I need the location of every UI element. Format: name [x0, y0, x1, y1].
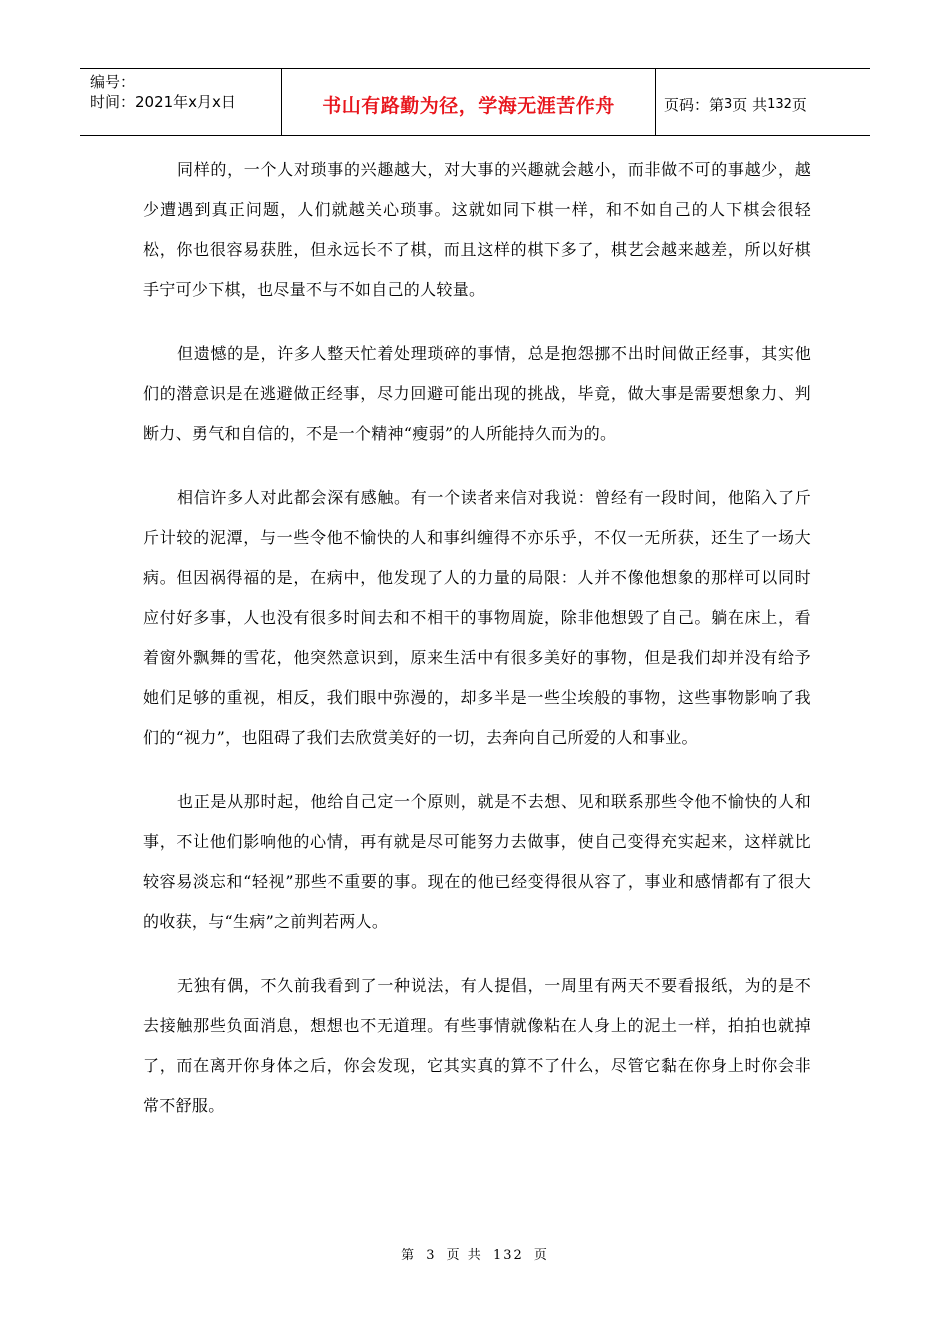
- body-paragraph: 也正是从那时起，他给自己定一个原则，就是不去想、见和联系那些令他不愉快的人和事，不让他们影响他的心情，再有就是尽可能努力去做事，使自己变得充实起来，这样就比较容易淡忘和“轻视”那些不重要的事。现在的他已经变得很从容了，事业和感情都有了很大的收获，与“生病”之前判若两人。: [143, 792, 811, 931]
- header-meta: [80, 69, 282, 135]
- header-motto-cell: [282, 69, 656, 135]
- body-paragraph: 无独有偶，不久前我看到了一种说法，有人提倡，一周里有两天不要看报纸，为的是不去接触那些负面消息，想想也不无道理。有些事情就像粘在人身上的泥土一样，拍拍也就掉了，而在离开你身体之后，你会发现，它其实真的算不了什么，尽管它黏在你身上时你会非常不舒服。: [143, 976, 811, 1115]
- footer-total-pages: 132: [492, 1248, 524, 1263]
- document-date-label: 时间：2021年x月x日: [90, 93, 236, 111]
- header-motto: 书山有路勤为径，学海无涯苦作舟: [322, 94, 615, 117]
- page-current: 3: [724, 96, 733, 112]
- document-body: [143, 150, 811, 1150]
- body-paragraph: 同样的，一个人对琐事的兴趣越大，对大事的兴趣就会越小，而非做不可的事越少，越少遭遇到真正问题，人们就越关心琐事。这就如同下棋一样，和不如自己的人下棋会很轻松，你也很容易获胜，但永远长不了棋，而且这样的棋下多了，棋艺会越来越差，所以好棋手宁可少下棋，也尽量不与不如自己的人较量。: [143, 160, 811, 299]
- page-footer: [0, 1244, 950, 1263]
- header-page-info: [656, 69, 870, 135]
- footer-current-page: 3: [426, 1248, 437, 1263]
- body-paragraph: 相信许多人对此都会深有感触。有一个读者来信对我说：曾经有一段时间，他陷入了斤斤计较的泥潭，与一些令他不愉快的人和事纠缠得不亦乐乎，不仅一无所获，还生了一场大病。但因祸得福的是，在病中，他发现了人的力量的局限：人并不像他想象的那样可以同时应付好多事，人也没有很多时间去和不相干的事物周旋，除非他想毁了自己。躺在床上，看着窗外飘舞的雪花，他突然意识到，原来生活中有很多美好的事物，但是我们却并没有给予她们足够的重视，相反，我们眼中弥漫的，却多半是一些尘埃般的事物，这些事物影响了我们的“视力”，也阻碍了我们去欣赏美好的一切，去奔向自己所爱的人和事业。: [143, 488, 811, 747]
- document-number-label: 编号：: [90, 73, 136, 91]
- page-label: 页码：第: [664, 95, 725, 114]
- page-mid-label: 页 共: [732, 95, 768, 114]
- page-header: [80, 68, 870, 136]
- body-paragraph: 但遗憾的是，许多人整天忙着处理琐碎的事情，总是抱怨挪不出时间做正经事，其实他们的潜意识是在逃避做正经事，尽力回避可能出现的挑战，毕竟，做大事是需要想象力、判断力、勇气和自信的，不是一个精神“瘦弱”的人所能持久而为的。: [143, 344, 811, 443]
- footer-mid: 页 共: [446, 1248, 483, 1263]
- footer-suffix: 页: [533, 1248, 549, 1263]
- page-suffix: 页: [791, 95, 807, 114]
- footer-prefix: 第: [401, 1248, 417, 1263]
- page-total: 132: [767, 96, 792, 112]
